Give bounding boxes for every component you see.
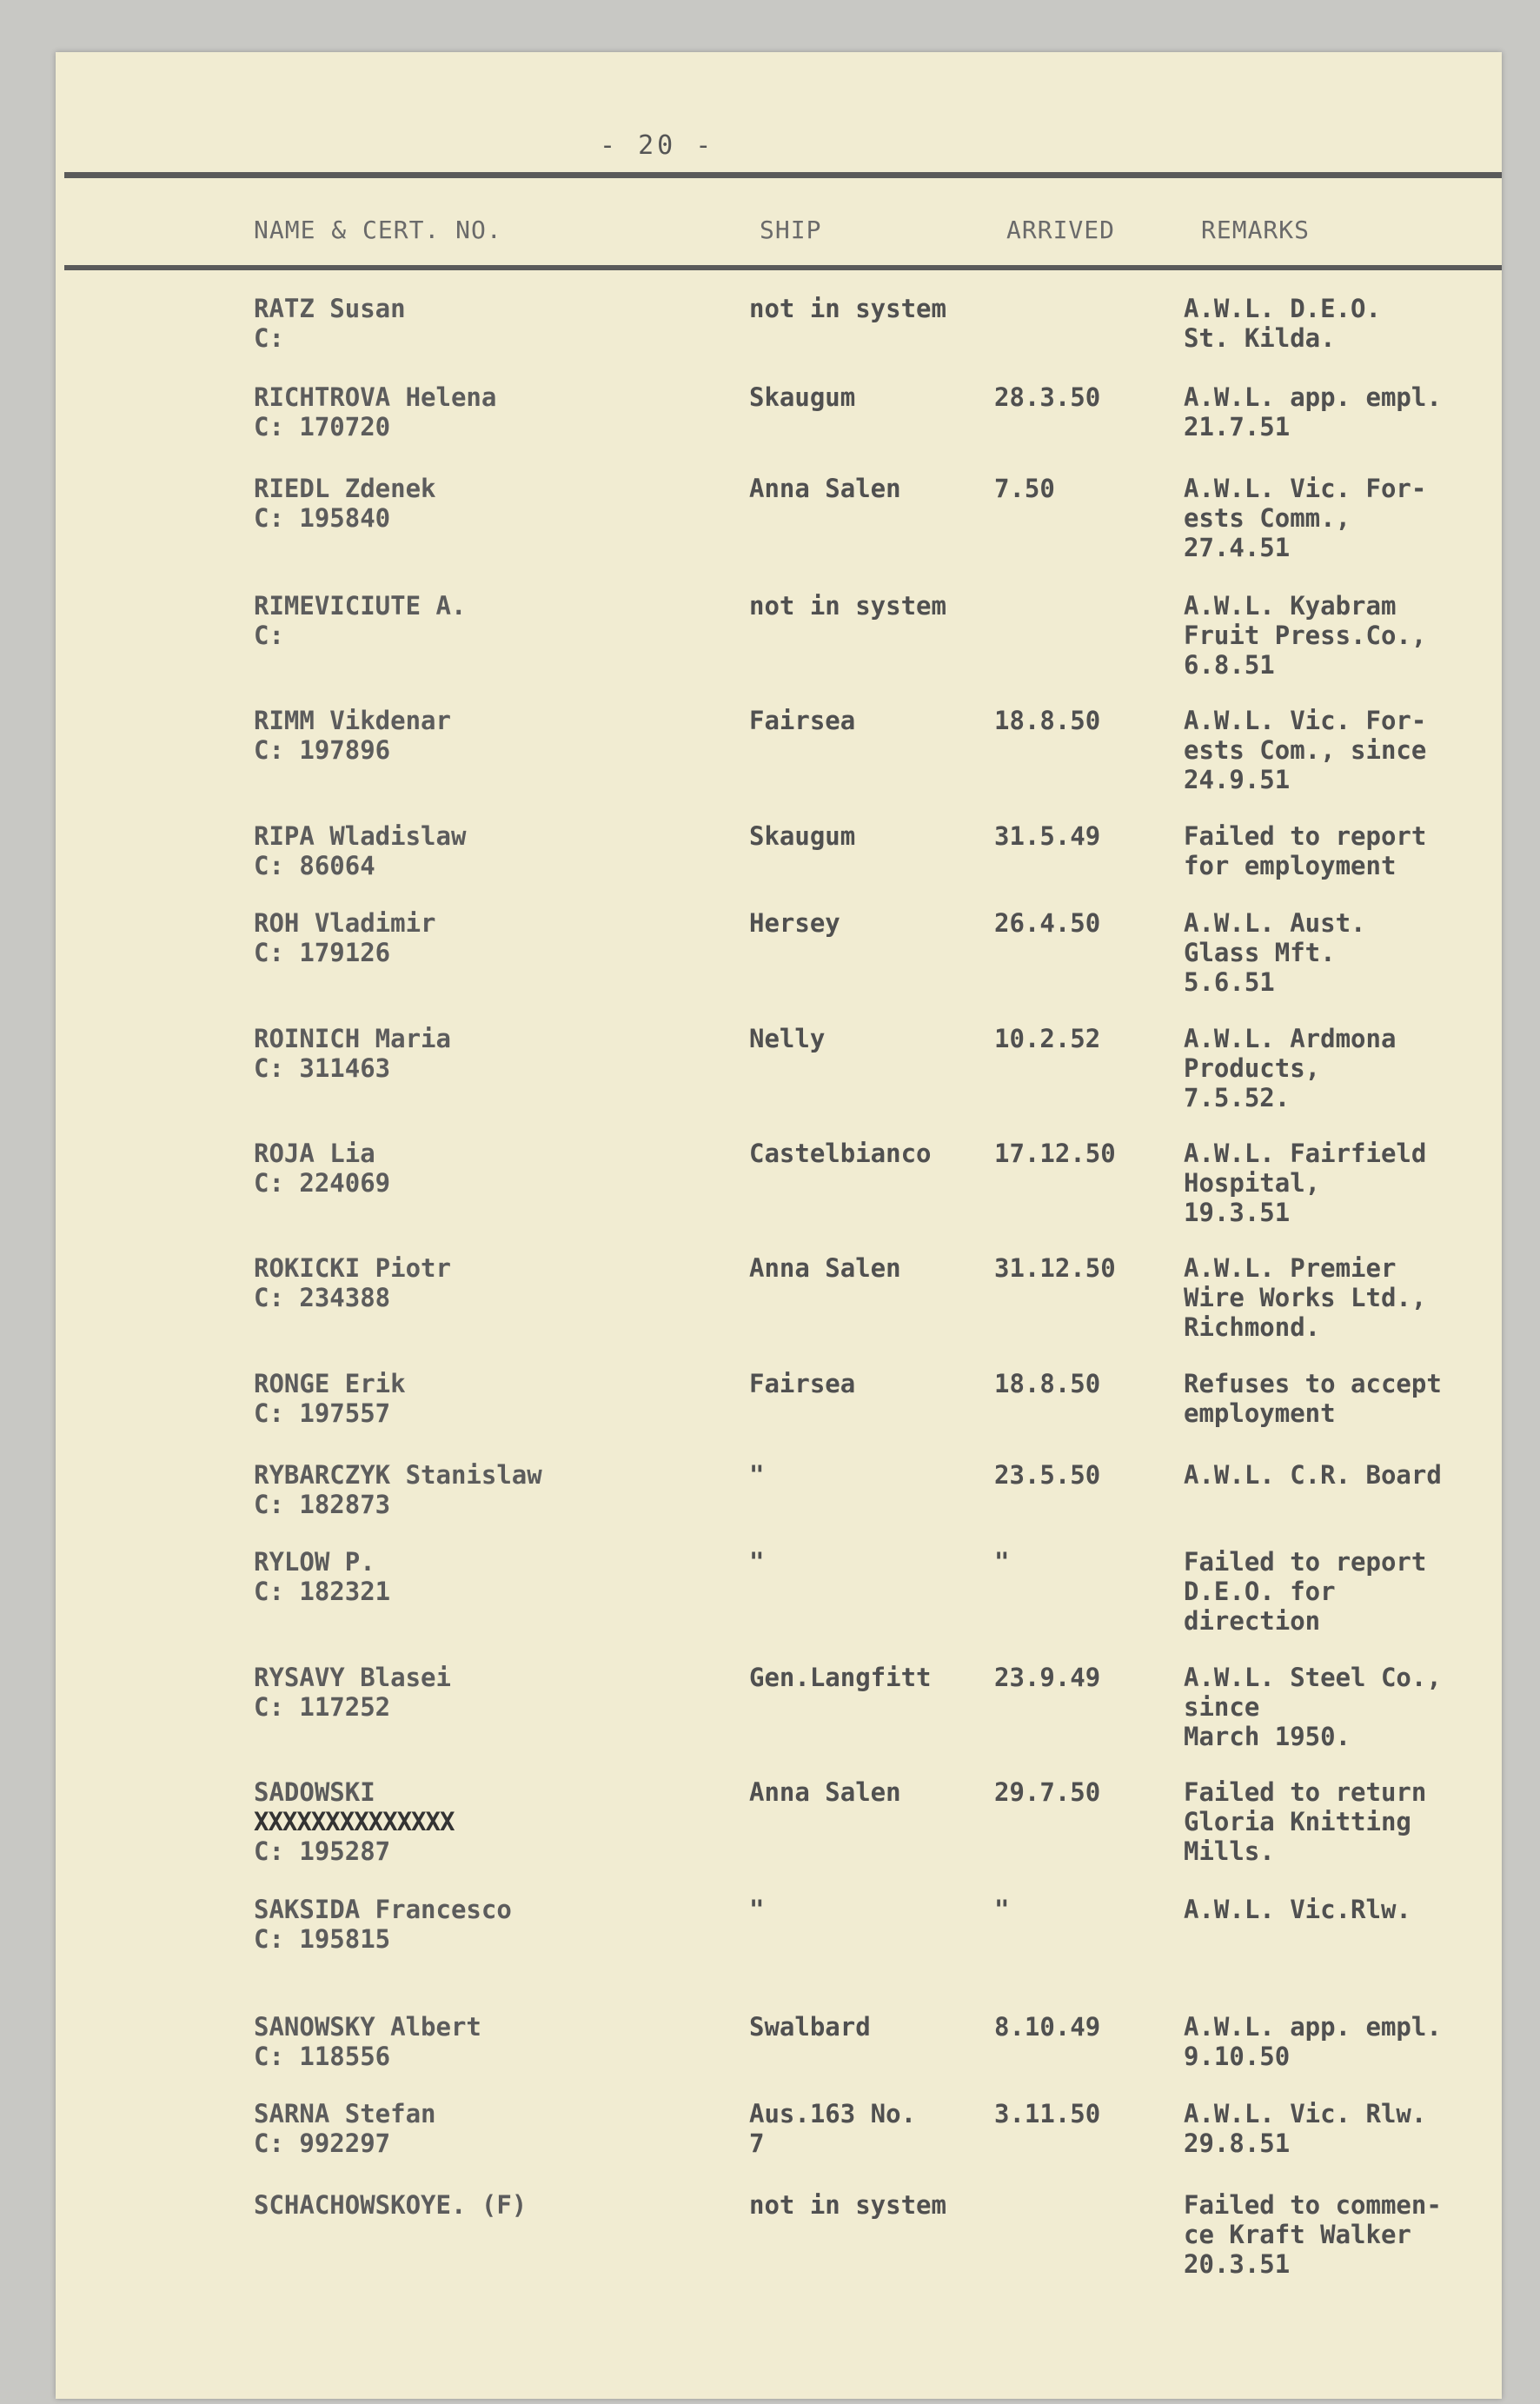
cert-number: C: 86064 bbox=[254, 851, 375, 880]
person-name: RATZ Susan bbox=[254, 294, 406, 323]
person-name: ROH Vladimir bbox=[254, 908, 436, 938]
ship-cell: Swalbard bbox=[749, 2012, 871, 2042]
arrived-cell: 23.9.49 bbox=[994, 1663, 1101, 1692]
remarks-cell: A.W.L. Aust. Glass Mft. 5.6.51 bbox=[1184, 908, 1366, 997]
struck-out-text: XXXXXXXXXXXXXX bbox=[254, 1807, 455, 1836]
remarks-cell: A.W.L. D.E.O. St. Kilda. bbox=[1184, 294, 1381, 353]
cert-number: C: 234388 bbox=[254, 1283, 391, 1312]
ship-cell: Nelly bbox=[749, 1024, 826, 1053]
cert-number: C: bbox=[254, 621, 284, 650]
cert-number: C: 195287 bbox=[254, 1836, 391, 1866]
ship-cell: Anna Salen bbox=[749, 474, 901, 503]
ship-cell: " bbox=[749, 1895, 765, 1924]
header-ship: SHIP bbox=[760, 216, 822, 244]
person-name: RIMEVICIUTE A. bbox=[254, 591, 467, 621]
remarks-cell: A.W.L. app. empl. 21.7.51 bbox=[1184, 382, 1442, 442]
person-name: RIMM Vikdenar bbox=[254, 706, 451, 735]
name-cert-cell bbox=[254, 1139, 627, 1198]
header-remarks: REMARKS bbox=[1201, 216, 1311, 244]
name-cert-cell bbox=[254, 2012, 627, 2071]
page-number: - 20 - bbox=[600, 130, 715, 161]
ship-cell: Hersey bbox=[749, 908, 840, 938]
remarks-cell: A.W.L. Premier Wire Works Ltd., Richmond. bbox=[1184, 1253, 1427, 1342]
name-cert-cell bbox=[254, 1777, 627, 1866]
cert-number: C: 182321 bbox=[254, 1577, 391, 1606]
ship-cell: Gen.Langfitt bbox=[749, 1663, 932, 1692]
arrived-cell: 18.8.50 bbox=[994, 1369, 1101, 1398]
top-rule bbox=[64, 172, 1502, 178]
cert-number: C: 224069 bbox=[254, 1168, 391, 1198]
remarks-cell: A.W.L. Vic. For- ests Comm., 27.4.51 bbox=[1184, 474, 1427, 562]
person-name: ROJA Lia bbox=[254, 1139, 375, 1168]
name-cert-cell bbox=[254, 1895, 627, 1954]
remarks-cell: A.W.L. Steel Co., since March 1950. bbox=[1184, 1663, 1442, 1751]
cert-number: C: 117252 bbox=[254, 1692, 391, 1722]
person-name: SANOWSKY Albert bbox=[254, 2012, 481, 2042]
arrived-cell: 23.5.50 bbox=[994, 1460, 1101, 1490]
ship-cell: Skaugum bbox=[749, 382, 856, 412]
name-cert-cell bbox=[254, 2099, 627, 2158]
name-cert-cell bbox=[254, 1024, 627, 1083]
arrived-cell: " bbox=[994, 1895, 1010, 1924]
remarks-cell: Failed to report D.E.O. for direction bbox=[1184, 1547, 1427, 1636]
cert-number: C: 197896 bbox=[254, 735, 391, 765]
remarks-cell: Refuses to accept employment bbox=[1184, 1369, 1442, 1428]
remarks-cell: A.W.L. C.R. Board bbox=[1184, 1460, 1442, 1490]
remarks-cell: Failed to return Gloria Knitting Mills. bbox=[1184, 1777, 1427, 1866]
remarks-cell: A.W.L. Ardmona Products, 7.5.52. bbox=[1184, 1024, 1397, 1112]
arrived-cell: 18.8.50 bbox=[994, 706, 1101, 735]
ship-cell: not in system bbox=[749, 294, 946, 323]
header-name: NAME & CERT. NO. bbox=[254, 216, 502, 244]
remarks-cell: A.W.L. Vic. For- ests Com., since 24.9.51 bbox=[1184, 706, 1427, 794]
ship-cell: not in system bbox=[749, 2190, 946, 2220]
name-cert-cell bbox=[254, 1253, 627, 1312]
ship-cell: Aus.163 No. 7 bbox=[749, 2099, 917, 2158]
arrived-cell: 31.12.50 bbox=[994, 1253, 1116, 1283]
arrived-cell: 29.7.50 bbox=[994, 1777, 1101, 1807]
name-cert-cell bbox=[254, 382, 627, 442]
name-cert-cell bbox=[254, 1547, 627, 1606]
cert-number: C: 992297 bbox=[254, 2128, 391, 2158]
person-name: SADOWSKI bbox=[254, 1777, 375, 1807]
name-cert-cell bbox=[254, 591, 627, 650]
name-cert-cell bbox=[254, 294, 627, 353]
person-name: SAKSIDA Francesco bbox=[254, 1895, 512, 1924]
document-page bbox=[56, 52, 1502, 2399]
ship-cell: Castelbianco bbox=[749, 1139, 932, 1168]
remarks-cell: A.W.L. Vic.Rlw. bbox=[1184, 1895, 1411, 1924]
ship-cell: Fairsea bbox=[749, 706, 856, 735]
cert-number: C: 118556 bbox=[254, 2042, 391, 2071]
remarks-cell: A.W.L. Fairfield Hospital, 19.3.51 bbox=[1184, 1139, 1427, 1227]
ship-cell: not in system bbox=[749, 591, 946, 621]
ship-cell: Anna Salen bbox=[749, 1253, 901, 1283]
person-name: SARNA Stefan bbox=[254, 2099, 436, 2128]
ship-cell: " bbox=[749, 1460, 765, 1490]
remarks-cell: Failed to commen- ce Kraft Walker 20.3.51 bbox=[1184, 2190, 1442, 2279]
person-name: RIEDL Zdenek bbox=[254, 474, 436, 503]
name-cert-cell bbox=[254, 474, 627, 533]
ship-cell: Fairsea bbox=[749, 1369, 856, 1398]
person-name: RYLOW P. bbox=[254, 1547, 375, 1577]
person-name: ROINICH Maria bbox=[254, 1024, 451, 1053]
cert-number: C: 195815 bbox=[254, 1924, 391, 1954]
arrived-cell: 7.50 bbox=[994, 474, 1055, 503]
remarks-cell: A.W.L. Kyabram Fruit Press.Co., 6.8.51 bbox=[1184, 591, 1427, 680]
person-name: SCHACHOWSKOYE. (F) bbox=[254, 2190, 528, 2220]
person-name: RYSAVY Blasei bbox=[254, 1663, 451, 1692]
name-cert-cell bbox=[254, 1369, 627, 1428]
ship-cell: Skaugum bbox=[749, 821, 856, 851]
name-cert-cell bbox=[254, 2190, 627, 2220]
remarks-cell: Failed to report for employment bbox=[1184, 821, 1427, 880]
cert-number: C: 179126 bbox=[254, 938, 391, 967]
arrived-cell: 10.2.52 bbox=[994, 1024, 1101, 1053]
person-name: RIPA Wladislaw bbox=[254, 821, 467, 851]
arrived-cell: " bbox=[994, 1547, 1010, 1577]
name-cert-cell bbox=[254, 821, 627, 880]
arrived-cell: 8.10.49 bbox=[994, 2012, 1101, 2042]
arrived-cell: 17.12.50 bbox=[994, 1139, 1116, 1168]
cert-number: C: 311463 bbox=[254, 1053, 391, 1083]
cert-number: C: 182873 bbox=[254, 1490, 391, 1519]
header-rule bbox=[64, 265, 1502, 270]
remarks-cell: A.W.L. Vic. Rlw. 29.8.51 bbox=[1184, 2099, 1427, 2158]
person-name: ROKICKI Piotr bbox=[254, 1253, 451, 1283]
ship-cell: " bbox=[749, 1547, 765, 1577]
header-arrived: ARRIVED bbox=[1006, 216, 1116, 244]
ship-cell: Anna Salen bbox=[749, 1777, 901, 1807]
cert-number: C: 170720 bbox=[254, 412, 391, 442]
cert-number: C: 195840 bbox=[254, 503, 391, 533]
name-cert-cell bbox=[254, 706, 627, 765]
person-name: RICHTROVA Helena bbox=[254, 382, 497, 412]
remarks-cell: A.W.L. app. empl. 9.10.50 bbox=[1184, 2012, 1442, 2071]
cert-number: C: bbox=[254, 323, 284, 353]
name-cert-cell bbox=[254, 908, 627, 967]
name-cert-cell bbox=[254, 1663, 627, 1722]
arrived-cell: 3.11.50 bbox=[994, 2099, 1101, 2128]
arrived-cell: 31.5.49 bbox=[994, 821, 1101, 851]
cert-number: C: 197557 bbox=[254, 1398, 391, 1428]
arrived-cell: 26.4.50 bbox=[994, 908, 1101, 938]
person-name: RONGE Erik bbox=[254, 1369, 406, 1398]
arrived-cell: 28.3.50 bbox=[994, 382, 1101, 412]
name-cert-cell bbox=[254, 1460, 627, 1519]
person-name: RYBARCZYK Stanislaw bbox=[254, 1460, 542, 1490]
